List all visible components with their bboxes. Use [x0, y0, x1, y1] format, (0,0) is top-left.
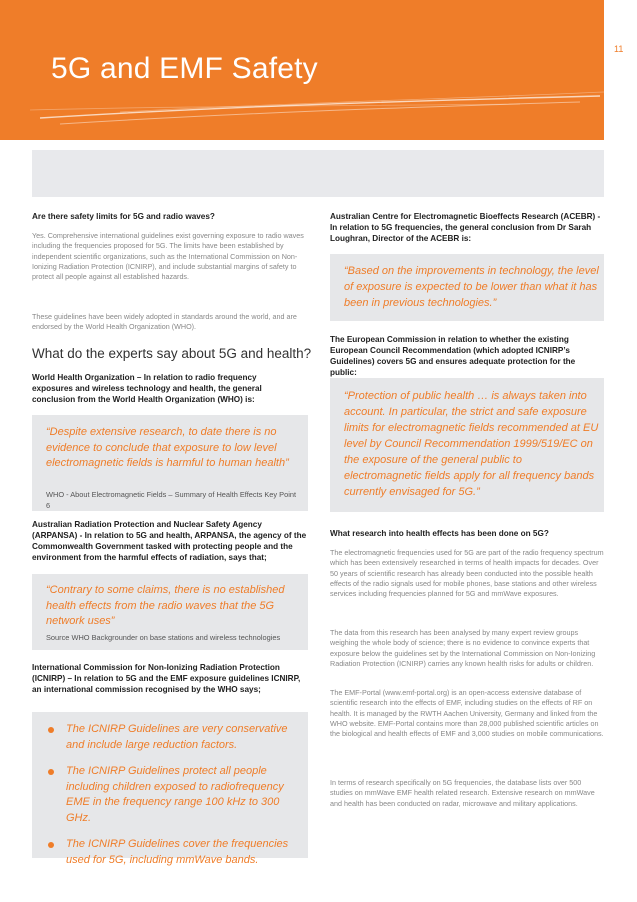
- grey-band: [32, 150, 604, 197]
- list-item: The ICNIRP Guidelines cover the frequencies used for 5G, including mmWave bands.: [36, 837, 302, 868]
- paragraph-adopted: These guidelines have been widely adopted in standards around the world, and are endorsed by the World Health Organization (WHO).: [32, 312, 297, 332]
- icnirp-bullet-list: [36, 722, 302, 879]
- arpansa-source: Source WHO Backgrounder on base stations and wireless technologies: [46, 633, 281, 642]
- header-banner: [0, 0, 604, 140]
- paragraph-analysis: The data from this research has been analysed by many expert review groups weighing the whole body of science; there is no evidence to convince experts that exposure below the guidelines set by the International Commission on Non-Ionizing Radiation Protection (ICNIRP) carries any known health risks for adults or children.: [330, 628, 596, 668]
- icnirp-bullets-panel: [32, 712, 308, 866]
- paragraph-research: The electromagnetic frequencies used for 5G are part of the radio frequency spectrum which has been extensively researched in terms of health impacts for decades. Over 50 years of scientific research has already been conducted into the possible health effects of the radio signals used for mobile phones, base stations and other wireless services including frequencies planned for 5G and mmWave exposures.: [330, 548, 604, 599]
- acebr-quote: “Based on the improvements in technology, the level of exposure is expected to be lower than what it has been in previous technologies.”: [344, 265, 599, 309]
- page-title: 5G and EMF Safety: [51, 52, 318, 85]
- list-item: The ICNIRP Guidelines are very conservative and include large reduction factors.: [36, 722, 302, 753]
- arpansa-intro: Australian Radiation Protection and Nuclear Safety Agency (ARPANSA) - In relation to 5G and health, ARPANSA, the agency of the Commonwealth Government tasked with protecting people and the environment from the harmful effects of radiation, says that;: [32, 520, 307, 562]
- paragraph-emf-portal: The EMF-Portal (www.emf-portal.org) is an open-access extensive database of scientific research into the effects of EMF, including studies on the effects of RF on health. It is managed by the RWTH Aachen University, Germany and linked from the WHO website. EMF-Portal contains more than 28,000 published scientific articles on the biological and health effects of EMF and 3,000 studies on mobile communications.: [330, 688, 604, 739]
- ec-quote-panel: [330, 378, 604, 512]
- section-subheading: What do the experts say about 5G and health?: [32, 346, 312, 361]
- who-quote: “Despite extensive research, to date there is no evidence to conclude that exposure to low level electromagnetic fields is harmful to human health”: [46, 426, 289, 469]
- who-source: WHO - About Electromagnetic Fields – Summary of Health Effects Key Point 6: [46, 490, 297, 510]
- ec-intro: The European Commission in relation to whether the existing European Council Recommendation (which adopted ICNIRP’s Guidelines) covers 5G and ensures adequate protection for the public:: [330, 335, 576, 377]
- who-quote-panel: [32, 415, 308, 511]
- paragraph-guidelines: Yes. Comprehensive international guidelines exist governing exposure to radio waves including the frequencies proposed for 5G. The limits have been established by independent scientific organizations, such as the International Commission on Non-Ionizing Radiation Protection (ICNIRP), and include substantial margins of safety to protect all people against all established hazards.: [32, 231, 304, 282]
- arpansa-quote-panel: [32, 574, 308, 650]
- question-research: What research into health effects has been done on 5G?: [330, 529, 549, 538]
- arpansa-quote: “Contrary to some claims, there is no established health effects from the radio waves that the 5G network uses”: [46, 584, 285, 627]
- acebr-quote-panel: [330, 254, 604, 321]
- ec-quote: “Protection of public health … is always taken into account. In particular, the strict and safe exposure limits for electromagnetic fields recommended at EU level by Council Recommendation 1999/519/EC on the exposure of the general public to electromagnetic fields apply for all frequency bands currently envisaged for 5G.”: [344, 390, 599, 498]
- icnirp-intro: International Commission for Non-Ionizing Radiation Protection (ICNIRP) – In relation to 5G and the EMF exposure guidelines ICNIRP, an international commission recognised by the WHO says;: [32, 663, 301, 694]
- page-number: 11: [614, 44, 624, 54]
- acebr-intro: Australian Centre for Electromagnetic Bioeffects Research (ACEBR) - In relation to 5G frequencies, the general conclusion from Dr Sarah Loughran, Director of the ACEBR is:: [330, 212, 601, 243]
- who-intro: World Health Organization – In relation to radio frequency exposures and wireless technology and health, the general conclusion from the World Health Organization (WHO) is:: [32, 373, 262, 404]
- question-safety-limits: Are there safety limits for 5G and radio waves?: [32, 212, 215, 221]
- list-item: The ICNIRP Guidelines protect all people including children exposed to radiofrequency EME in the frequency range 100 kHz to 300 GHz.: [36, 764, 302, 826]
- paragraph-mmwave: In terms of research specifically on 5G frequencies, the database lists over 500 studies on mmWave EMF health related research. Extensive research on mmWave and health has been conducted on radar, microwave and military applications.: [330, 778, 595, 808]
